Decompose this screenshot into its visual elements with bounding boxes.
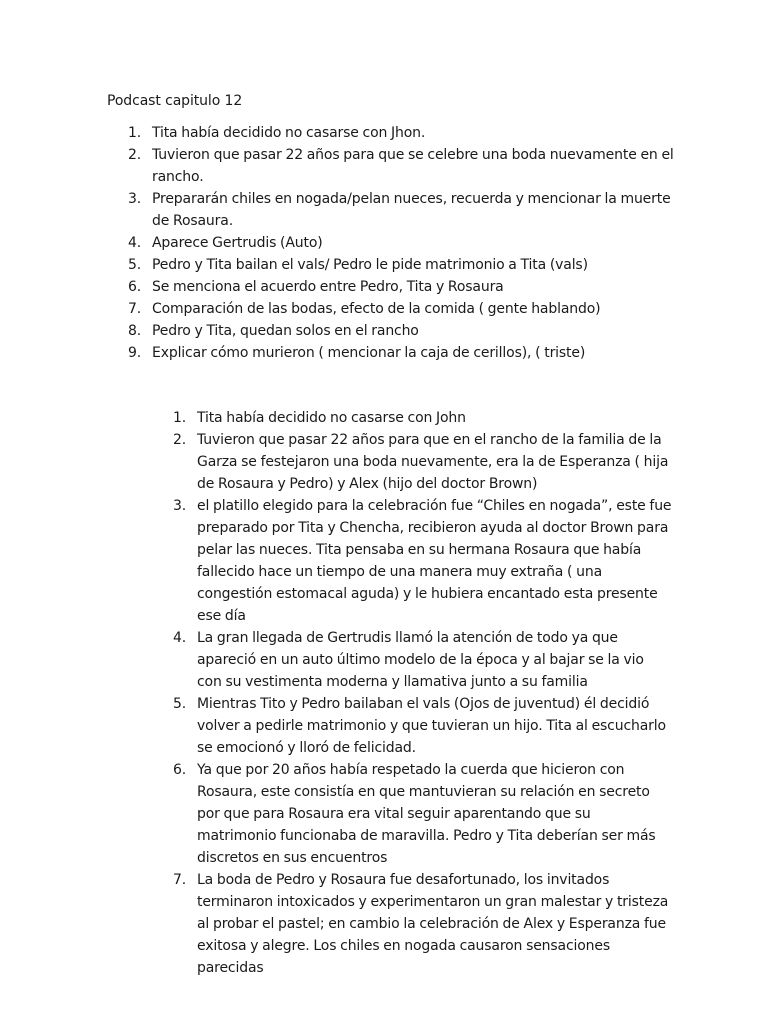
list-item-text: Tita había decidido no casarse con Jhon.	[152, 125, 426, 141]
details-list	[152, 407, 672, 979]
list-item	[107, 144, 677, 188]
list-item-text: Aparece Gertrudis (Auto)	[152, 235, 323, 251]
list-number: 1.	[173, 410, 187, 426]
list-item	[152, 759, 672, 869]
list-item	[107, 188, 677, 232]
list-item-text: Explicar cómo murieron ( mencionar la caja de cerillos), ( triste)	[152, 345, 586, 361]
list-number: 8.	[128, 323, 142, 339]
list-item-text: Tuvieron que pasar 22 años para que en el rancho de la familia de la Garza se festejaron una boda nuevamente, era la de Esperanza ( hija de Rosaura y Pedro) y Alex (hijo del doctor Brown)	[197, 432, 669, 492]
list-item-text: Mientras Tito y Pedro bailaban el vals (Ojos de juventud) él decidió volver a pedirle matrimonio y que tuvieran un hijo. Tita al escucharlo se emocionó y lloró de felicidad.	[197, 696, 666, 756]
list-item	[107, 298, 677, 320]
document-title: Podcast capitulo 12	[107, 93, 243, 109]
list-item-text: Pedro y Tita bailan el vals/ Pedro le pide matrimonio a Tita (vals)	[152, 257, 588, 273]
list-item	[152, 869, 672, 979]
list-item-text: Tita había decidido no casarse con John	[197, 410, 466, 426]
list-item-text: La gran llegada de Gertrudis llamó la atención de todo ya que apareció en un auto último modelo de la época y al bajar se la vio con su vestimenta moderna y llamativa junto a su familia	[197, 630, 644, 690]
list-number: 4.	[128, 235, 142, 251]
list-number: 6.	[173, 762, 187, 778]
list-item	[107, 276, 677, 298]
list-number: 3.	[173, 498, 187, 514]
list-number: 7.	[128, 301, 142, 317]
list-item	[107, 254, 677, 276]
list-item	[107, 232, 677, 254]
list-number: 2.	[128, 147, 142, 163]
list-item	[107, 320, 677, 342]
list-number: 4.	[173, 630, 187, 646]
list-number: 2.	[173, 432, 187, 448]
list-item-text: Comparación de las bodas, efecto de la comida ( gente hablando)	[152, 301, 601, 317]
list-item	[152, 627, 672, 693]
list-item-text: el platillo elegido para la celebración fue “Chiles en nogada”, este fue preparado por Tita y Chencha, recibieron ayuda al doctor Brown para pelar las nueces. Tita pensaba en su hermana Rosaura que había fallecido hace un tiempo de una manera muy extraña ( una congestión estomacal aguda) y le hubiera encantado esta presente ese día	[197, 498, 672, 624]
list-item	[152, 407, 672, 429]
list-item-text: Tuvieron que pasar 22 años para que se celebre una boda nuevamente en el rancho.	[152, 147, 674, 185]
list-number: 3.	[128, 191, 142, 207]
list-item	[107, 342, 677, 364]
list-number: 5.	[128, 257, 142, 273]
list-number: 9.	[128, 345, 142, 361]
list-item	[152, 495, 672, 627]
list-number: 6.	[128, 279, 142, 295]
list-item-text: Se menciona el acuerdo entre Pedro, Tita y Rosaura	[152, 279, 504, 295]
list-item-text: Ya que por 20 años había respetado la cuerda que hicieron con Rosaura, este consistía en que mantuvieran su relación en secreto por que para Rosaura era vital seguir aparentando que su matrimonio funcionaba de maravilla. Pedro y Tita deberían ser más discretos en sus encuentros	[197, 762, 656, 866]
list-item-text: La boda de Pedro y Rosaura fue desafortunado, los invitados terminaron intoxicados y experimentaron un gran malestar y tristeza al probar el pastel; en cambio la celebración de Alex y Esperanza fue exitosa y alegre. Los chiles en nogada causaron sensaciones parecidas	[197, 872, 669, 976]
list-item	[152, 429, 672, 495]
list-item-text: Prepararán chiles en nogada/pelan nueces, recuerda y mencionar la muerte de Rosaura.	[152, 191, 671, 229]
list-item	[152, 693, 672, 759]
list-item	[107, 122, 677, 144]
outline-list	[107, 122, 677, 364]
list-item-text: Pedro y Tita, quedan solos en el rancho	[152, 323, 419, 339]
list-number: 1.	[128, 125, 142, 141]
list-number: 5.	[173, 696, 187, 712]
list-number: 7.	[173, 872, 187, 888]
